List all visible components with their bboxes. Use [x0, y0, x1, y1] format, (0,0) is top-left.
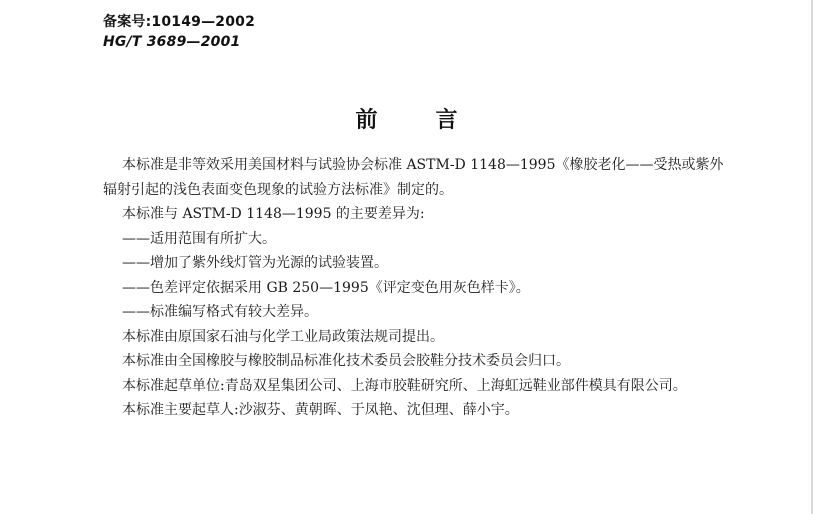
paragraph-line: 本标准与 ASTM-D 1148—1995 的主要差异为:	[122, 206, 425, 222]
record-number: 备案号:10149—2002	[103, 14, 256, 30]
standard-number: HG/T 3689—2001	[103, 34, 241, 50]
list-item: ——适用范围有所扩大。	[122, 230, 276, 247]
list-item: ——增加了紫外线灯管为光源的试验装置。	[122, 255, 388, 271]
paragraph-line: 本标准是非等效采用美国材料与试验协会标准 ASTM-D 1148—1995《橡胶老化——受热或紫外	[122, 157, 724, 173]
page-title: 前言	[355, 108, 516, 133]
paragraph-line: 本标准起草单位:青岛双星集团公司、上海市胶鞋研究所、上海虹远鞋业部件模具有限公司。	[122, 377, 687, 394]
paragraph-line: 本标准由原国家石油与化学工业局政策法规司提出。	[122, 328, 444, 345]
foreword-body	[103, 153, 783, 423]
list-item: ——色差评定依据采用 GB 250—1995《评定变色用灰色样卡》。	[122, 279, 530, 296]
paragraph-line: 本标准由全国橡胶与橡胶制品标准化技术委员会胶鞋分技术委员会归口。	[122, 353, 570, 369]
paragraph-line: 辐射引起的浅色表面变色现象的试验方法标准》制定的。	[103, 181, 453, 198]
paragraph-line: 本标准主要起草人:沙淑芬、黄朝晖、于凤艳、沈但理、薛小宇。	[122, 402, 519, 418]
list-item: ——标准编写格式有较大差异。	[122, 304, 318, 320]
